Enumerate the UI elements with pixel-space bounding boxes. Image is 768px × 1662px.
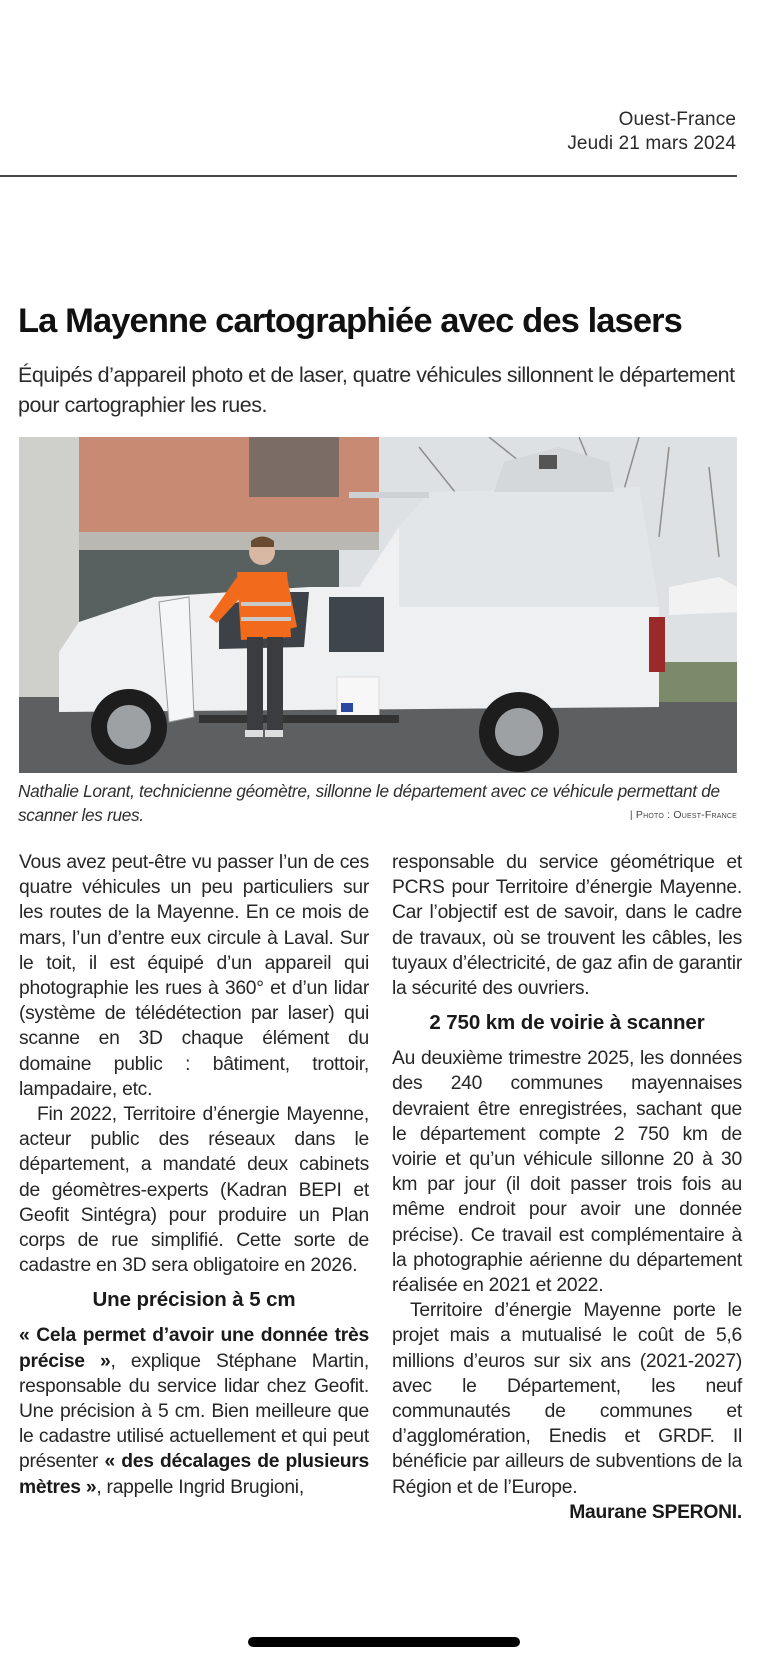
article-byline: Maurane SPERONI.	[569, 1501, 742, 1523]
paragraph-continued: responsable du service géométrique et PCRS pour Territoire d’énergie Mayenne. Car l’objectif est de savoir, dans le cadre de travaux, où se trouvent les câbles, les tuyaux d’électricité, de gaz afin de garantir la sécurité des ouvriers.	[392, 852, 742, 1000]
publication-name: Ouest-France	[618, 109, 736, 130]
section-heading-precision: Une précision à 5 cm	[92, 1288, 296, 1312]
article-subheadline: Équipés d’appareil photo et de laser, quatre véhicules sillonnent le département pour cartographier les rues.	[18, 363, 735, 417]
paragraph-quote	[19, 1323, 369, 1499]
masthead	[567, 108, 736, 156]
photo-credit: | Photo : Ouest-France	[629, 809, 737, 821]
article-column-right	[392, 850, 742, 1525]
paragraph-schedule: Au deuxième trimestre 2025, les données des 240 communes mayennaises devraient être enregistrées, sachant que le département compte 2 750 km de voirie et qu’un véhicule sillonne 20 à 30 km par jour (il doit passer trois fois au même endroit pour avoir une donnée précise). Ce travail est complémentaire à la photographie aérienne du département réalisée en 2021 et 2022.	[392, 1048, 742, 1297]
paragraph-intro: Vous avez peut-être vu passer l’un de ces quatre véhicules un peu particuliers sur les routes de la Mayenne. En ce mois de mars, l’un d’entre eux circule à Laval. Sur le toit, il est équipé d’un appareil qui photographie les rues à 360° et d’un lidar (système de télédétection par laser) qui scanne en 3D chaque élément du domaine public : bâtiment, trottoir, lampadaire, etc.	[19, 852, 369, 1100]
header-divider	[0, 175, 737, 177]
article-photo	[19, 437, 737, 773]
quote-ingrid-brugioni: « des décalages de plusieurs mètres »	[19, 1451, 369, 1498]
photo-illustration	[19, 437, 737, 773]
caption-text: Nathalie Lorant, technicienne géomètre, sillonne le département avec ce véhicule permettant de scanner les rues.	[18, 781, 720, 825]
paragraph-quote-text-1: , explique Stéphane Martin, responsable du service lidar chez Geofit. Une précision à 5 cm. Bien meilleure que le cadastre utilisé actuellement et qui peut présenter	[19, 1350, 369, 1473]
article-headline: La Mayenne cartographiée avec des lasers	[18, 302, 682, 340]
article-column-left	[19, 850, 369, 1500]
quote-stephane-martin: « Cela permet d’avoir une donnée très précise »	[19, 1325, 369, 1372]
paragraph-context: Fin 2022, Territoire d’énergie Mayenne, acteur public des réseaux dans le département, a mandaté deux cabinets de géomètres-experts (Kadran BEPI et Geofit Sintégra) pour produire un Plan corps de rue simplifié. Cette sorte de cadastre en 3D sera obligatoire en 2026.	[19, 1104, 369, 1277]
home-indicator-bar[interactable]	[248, 1637, 520, 1647]
publication-date: Jeudi 21 mars 2024	[567, 133, 736, 154]
paragraph-funding: Territoire d’énergie Mayenne porte le projet mais a mutualisé le coût de 5,6 millions d’euros sur six ans (2021-2027) avec le Département, les neuf communautés de communes et d’agglomération, Enedis et GRDF. Il bénéficie par ailleurs de subventions de la Région et de l’Europe.	[392, 1300, 742, 1498]
paragraph-quote-text-2: , rappelle Ingrid Brugioni,	[96, 1476, 304, 1498]
section-heading-road-km: 2 750 km de voirie à scanner	[429, 1011, 705, 1035]
